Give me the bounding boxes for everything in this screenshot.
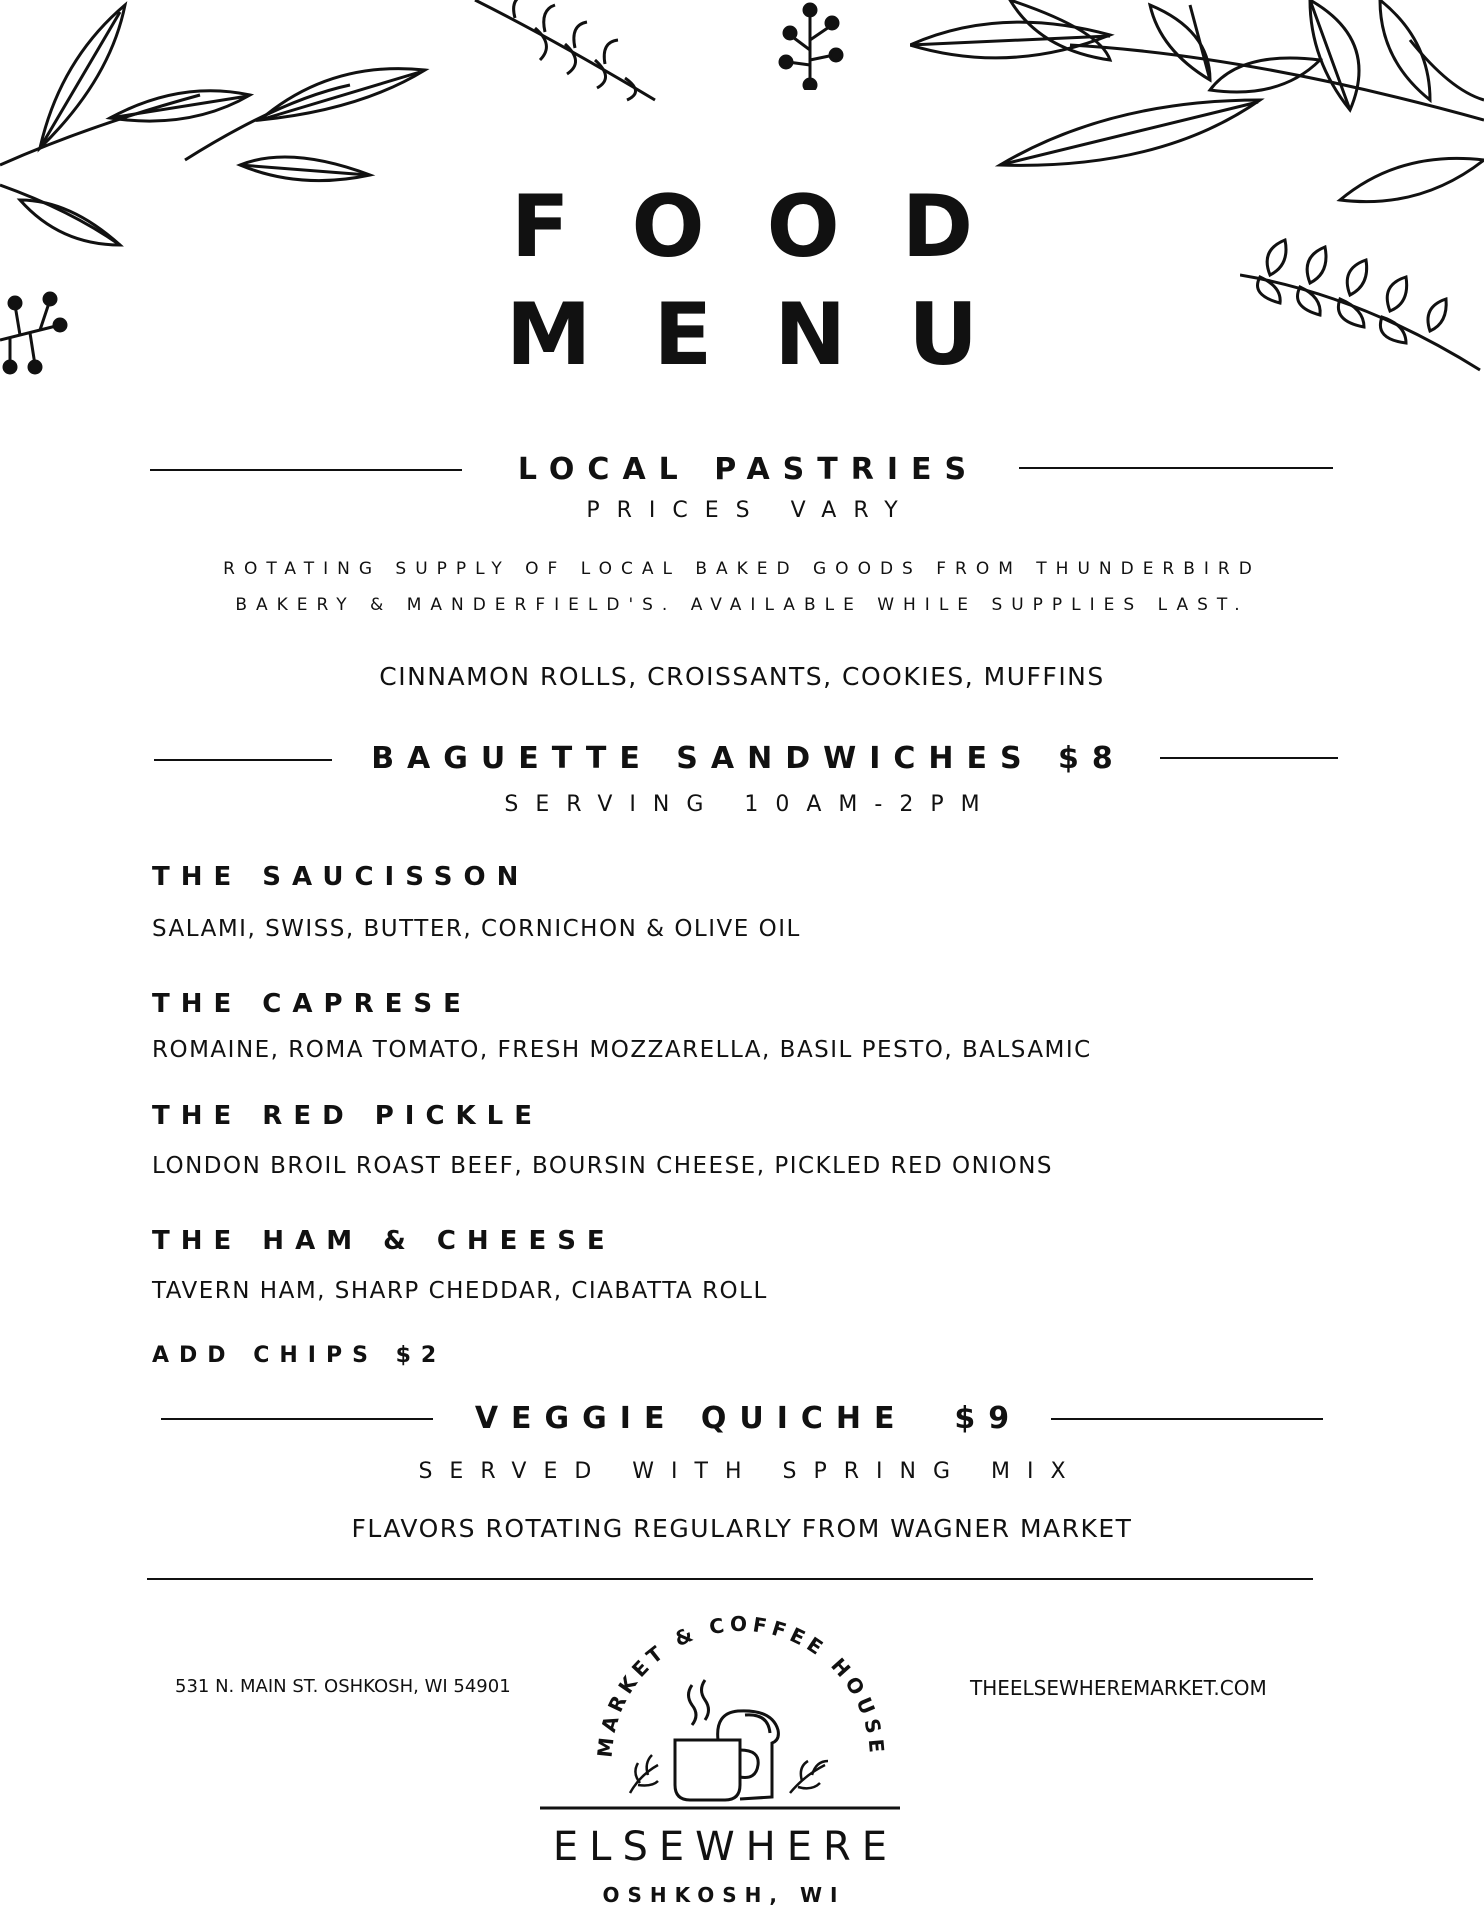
sandwich-name: THE CAPRESE bbox=[152, 989, 472, 1019]
logo-location: OSHKOSH, WI bbox=[602, 1883, 846, 1907]
sandwich-description: LONDON BROIL ROAST BEEF, BOURSIN CHEESE, PICKLED RED ONIONS bbox=[152, 1153, 1054, 1179]
sandwich-name: THE RED PICKLE bbox=[152, 1101, 544, 1131]
quiche-description: FLAVORS ROTATING REGULARLY FROM WAGNER MARKET bbox=[351, 1514, 1133, 1543]
sandwich-name: THE HAM & CHEESE bbox=[152, 1226, 616, 1256]
pastries-heading: LOCAL PASTRIES bbox=[517, 452, 980, 487]
quiche-subheading: SERVED WITH SPRING MIX bbox=[418, 1459, 1083, 1484]
bread-loaf-icon bbox=[718, 1711, 779, 1799]
svg-text:MARKET & COFFEE HOUSE bbox=[593, 1615, 890, 1759]
pastries-items: CINNAMON ROLLS, CROISSANTS, COOKIES, MUFFINS bbox=[379, 662, 1105, 691]
leaf-branch-icon bbox=[180, 0, 440, 200]
menu-title-line2: MENU bbox=[505, 285, 1041, 385]
footer-divider bbox=[147, 1578, 1313, 1580]
berry-sprig-icon bbox=[770, 0, 850, 90]
sandwich-description: ROMAINE, ROMA TOMATO, FRESH MOZZARELLA, BASIL PESTO, BALSAMIC bbox=[152, 1037, 1092, 1063]
elsewhere-logo bbox=[540, 1615, 940, 1915]
sandwich-description: SALAMI, SWISS, BUTTER, CORNICHON & OLIVE OIL bbox=[152, 916, 801, 942]
pastries-description-line1: ROTATING SUPPLY OF LOCAL BAKED GOODS FROM THUNDERBIRD bbox=[223, 559, 1261, 579]
sandwich-description: TAVERN HAM, SHARP CHEDDAR, CIABATTA ROLL bbox=[152, 1278, 768, 1304]
pastries-subheading: PRICES VARY bbox=[586, 498, 915, 523]
sandwiches-subheading: SERVING 10AM-2PM bbox=[504, 792, 997, 817]
leaf-branch-icon bbox=[630, 1755, 828, 1793]
footer-address: 531 N. MAIN ST. OSHKOSH, WI 54901 bbox=[175, 1676, 511, 1697]
sandwiches-heading: BAGUETTE SANDWICHES $8 bbox=[371, 741, 1126, 776]
menu-title-line1: FOOD bbox=[510, 177, 1036, 277]
addon-chips: ADD CHIPS $2 bbox=[152, 1343, 447, 1368]
logo-arc-text: MARKET & COFFEE HOUSE bbox=[592, 1615, 890, 1759]
fern-sprig-icon bbox=[455, 0, 665, 120]
logo-name: ELSEWHERE bbox=[552, 1824, 899, 1870]
pastries-description-line2: BAKERY & MANDERFIELD'S. AVAILABLE WHILE SUPPLIES LAST. bbox=[235, 595, 1249, 615]
quiche-heading: VEGGIE QUICHE $9 bbox=[474, 1401, 1023, 1436]
sandwich-name: THE SAUCISSON bbox=[152, 862, 530, 892]
footer-website[interactable]: THEELSEWHEREMARKET.COM bbox=[970, 1676, 1267, 1700]
logo-emblem bbox=[540, 1615, 940, 1815]
